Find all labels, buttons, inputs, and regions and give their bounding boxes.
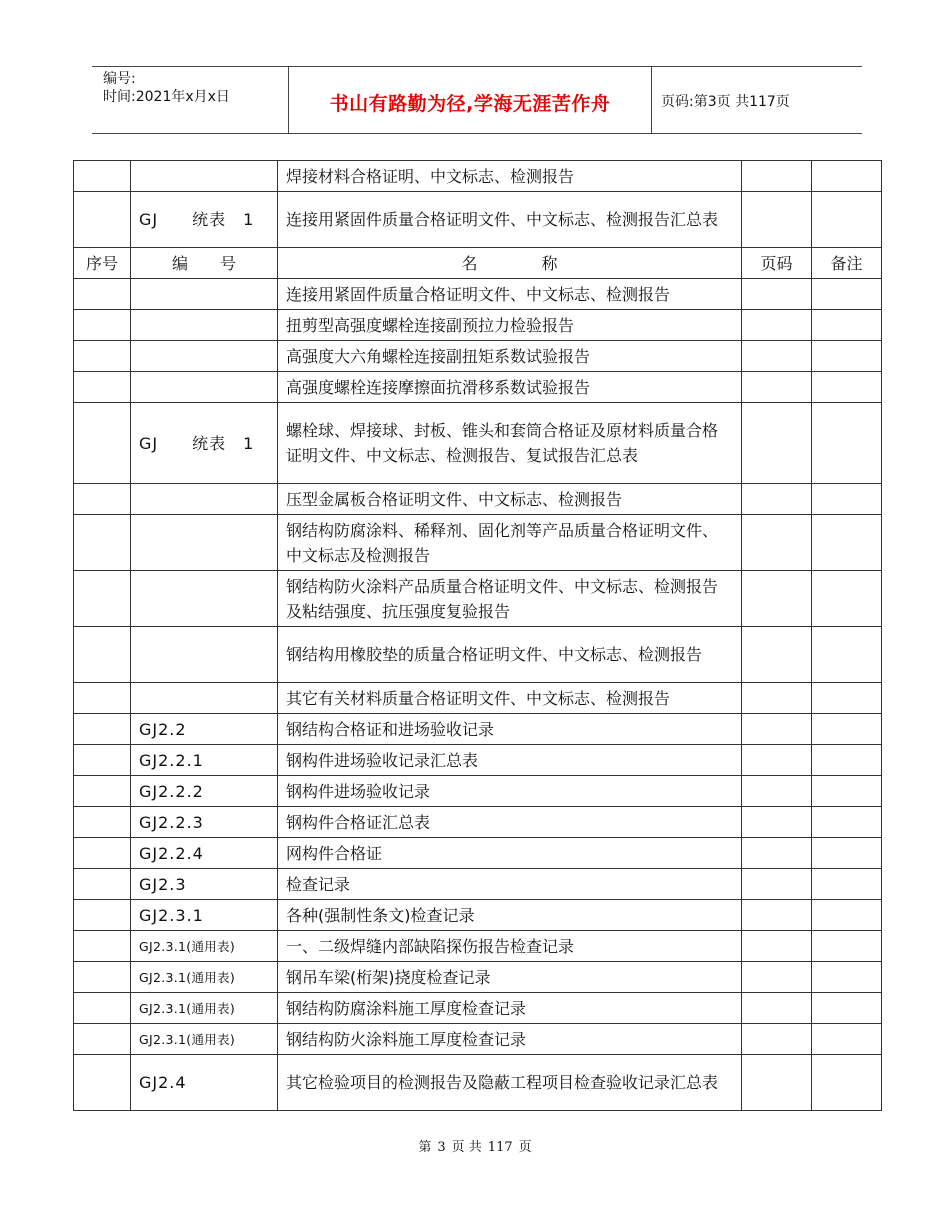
page-footer xyxy=(0,1136,950,1155)
cell-name: 钢构件进场验收记录 xyxy=(278,776,742,807)
cell-name: 连接用紧固件质量合格证明文件、中文标志、检测报告 xyxy=(278,279,742,310)
table-header-row xyxy=(74,248,882,279)
table-row xyxy=(74,515,882,571)
cell-page xyxy=(742,627,812,683)
cell-name: 网构件合格证 xyxy=(278,838,742,869)
table-row xyxy=(74,869,882,900)
header-meta xyxy=(92,67,288,133)
cell-page xyxy=(742,310,812,341)
table-row xyxy=(74,192,882,248)
cell-seq xyxy=(74,900,131,931)
document-table xyxy=(73,160,882,1111)
table-row xyxy=(74,627,882,683)
cell-page xyxy=(742,714,812,745)
cell-seq xyxy=(74,776,131,807)
footer-page: 3 xyxy=(437,1140,446,1155)
cell-code: GJ2.2.3 xyxy=(131,807,278,838)
cell-note xyxy=(812,745,882,776)
table-row xyxy=(74,1024,882,1055)
cell-seq xyxy=(74,1055,131,1111)
cell-note xyxy=(812,571,882,627)
cell-name: 高强度螺栓连接摩擦面抗滑移系数试验报告 xyxy=(278,372,742,403)
footer-total: 117 xyxy=(487,1140,513,1155)
cell-seq xyxy=(74,571,131,627)
cell-seq xyxy=(74,161,131,192)
cell-code xyxy=(131,341,278,372)
cell-page xyxy=(742,745,812,776)
table-row xyxy=(74,161,882,192)
cell-seq xyxy=(74,869,131,900)
cell-note xyxy=(812,279,882,310)
cell-seq xyxy=(74,515,131,571)
cell-code xyxy=(131,515,278,571)
header-note: 备注 xyxy=(812,248,882,279)
cell-seq xyxy=(74,403,131,484)
cell-note xyxy=(812,683,882,714)
cell-code xyxy=(131,372,278,403)
cell-note xyxy=(812,869,882,900)
cell-page xyxy=(742,900,812,931)
table-row xyxy=(74,372,882,403)
cell-page xyxy=(742,484,812,515)
cell-seq xyxy=(74,683,131,714)
cell-note xyxy=(812,192,882,248)
header-page-info: 页码:第3页 共117页 xyxy=(661,94,790,110)
cell-page xyxy=(742,807,812,838)
table-row xyxy=(74,807,882,838)
table-row xyxy=(74,714,882,745)
cell-page xyxy=(742,1024,812,1055)
table-row xyxy=(74,993,882,1024)
cell-name: 钢结构防火涂料施工厚度检查记录 xyxy=(278,1024,742,1055)
footer-suffix: 页 xyxy=(518,1140,532,1155)
cell-code: GJ2.4 xyxy=(131,1055,278,1111)
cell-note xyxy=(812,310,882,341)
cell-page xyxy=(742,515,812,571)
cell-note xyxy=(812,1024,882,1055)
table-row xyxy=(74,571,882,627)
cell-name: 检查记录 xyxy=(278,869,742,900)
cell-name: 钢结构合格证和进场验收记录 xyxy=(278,714,742,745)
cell-page xyxy=(742,161,812,192)
cell-name: 钢结构防腐涂料、稀释剂、固化剂等产品质量合格证明文件、中文标志及检测报告 xyxy=(278,515,742,571)
cell-note xyxy=(812,627,882,683)
cell-page xyxy=(742,962,812,993)
table-row xyxy=(74,931,882,962)
cell-note xyxy=(812,931,882,962)
table-row xyxy=(74,341,882,372)
cell-code: GJ2.3 xyxy=(131,869,278,900)
cell-page xyxy=(742,931,812,962)
header-seq: 序号 xyxy=(74,248,131,279)
cell-note xyxy=(812,900,882,931)
header-name: 名 称 xyxy=(278,248,742,279)
table-row xyxy=(74,310,882,341)
cell-seq xyxy=(74,714,131,745)
cell-note xyxy=(812,993,882,1024)
cell-seq xyxy=(74,192,131,248)
cell-code xyxy=(131,627,278,683)
table-row xyxy=(74,683,882,714)
cell-seq xyxy=(74,931,131,962)
cell-name: 螺栓球、焊接球、封板、锥头和套筒合格证及原材料质量合格证明文件、中文标志、检测报告、复试报告汇总表 xyxy=(278,403,742,484)
table-row xyxy=(74,962,882,993)
cell-note xyxy=(812,962,882,993)
cell-page xyxy=(742,1055,812,1111)
cell-code xyxy=(131,310,278,341)
cell-note xyxy=(812,714,882,745)
cell-page xyxy=(742,776,812,807)
cell-page xyxy=(742,341,812,372)
cell-code: GJ2.2 xyxy=(131,714,278,745)
cell-code: GJ2.2.2 xyxy=(131,776,278,807)
cell-seq xyxy=(74,807,131,838)
page-header xyxy=(92,66,862,134)
cell-name: 其它检验项目的检测报告及隐蔽工程项目检查验收记录汇总表 xyxy=(278,1055,742,1111)
cell-seq xyxy=(74,838,131,869)
cell-code: GJ2.2.1 xyxy=(131,745,278,776)
cell-note xyxy=(812,807,882,838)
cell-code: GJ2.3.1 xyxy=(131,900,278,931)
cell-note xyxy=(812,403,882,484)
cell-seq xyxy=(74,279,131,310)
cell-code: GJ2.3.1(通用表) xyxy=(131,993,278,1024)
cell-page xyxy=(742,571,812,627)
table-row xyxy=(74,776,882,807)
cell-name: 钢构件合格证汇总表 xyxy=(278,807,742,838)
header-page: 页码 xyxy=(742,248,812,279)
number-label: 编号: xyxy=(103,71,136,87)
cell-name: 其它有关材料质量合格证明文件、中文标志、检测报告 xyxy=(278,683,742,714)
cell-note xyxy=(812,341,882,372)
footer-mid: 页 共 xyxy=(451,1140,482,1155)
table-row xyxy=(74,745,882,776)
cell-name: 钢吊车梁(桁架)挠度检查记录 xyxy=(278,962,742,993)
header-motto-cell xyxy=(288,67,652,133)
cell-code xyxy=(131,279,278,310)
cell-seq xyxy=(74,993,131,1024)
cell-note xyxy=(812,1055,882,1111)
table-body xyxy=(74,161,882,1111)
cell-name: 钢结构用橡胶垫的质量合格证明文件、中文标志、检测报告 xyxy=(278,627,742,683)
cell-code: GJ2.3.1(通用表) xyxy=(131,1024,278,1055)
cell-page xyxy=(742,683,812,714)
cell-page xyxy=(742,192,812,248)
cell-seq xyxy=(74,310,131,341)
cell-page xyxy=(742,372,812,403)
cell-note xyxy=(812,515,882,571)
cell-seq xyxy=(74,962,131,993)
cell-name: 压型金属板合格证明文件、中文标志、检测报告 xyxy=(278,484,742,515)
cell-name: 各种(强制性条文)检查记录 xyxy=(278,900,742,931)
cell-note xyxy=(812,161,882,192)
cell-seq xyxy=(74,484,131,515)
time-label: 时间:2021年x月x日 xyxy=(103,89,230,105)
cell-name: 扭剪型高强度螺栓连接副预拉力检验报告 xyxy=(278,310,742,341)
cell-seq xyxy=(74,745,131,776)
cell-code: GJ2.3.1(通用表) xyxy=(131,931,278,962)
cell-name: 连接用紧固件质量合格证明文件、中文标志、检测报告汇总表 xyxy=(278,192,742,248)
table-row xyxy=(74,1055,882,1111)
cell-seq xyxy=(74,627,131,683)
header-code: 编 号 xyxy=(131,248,278,279)
footer-prefix: 第 xyxy=(418,1140,432,1155)
motto: 书山有路勤为径,学海无涯苦作舟 xyxy=(329,92,611,115)
table-row xyxy=(74,900,882,931)
cell-page xyxy=(742,403,812,484)
cell-name: 焊接材料合格证明、中文标志、检测报告 xyxy=(278,161,742,192)
cell-code xyxy=(131,484,278,515)
cell-code: GJ2.2.4 xyxy=(131,838,278,869)
cell-note xyxy=(812,484,882,515)
cell-seq xyxy=(74,341,131,372)
cell-code xyxy=(131,571,278,627)
header-page-cell xyxy=(651,67,862,133)
cell-code: GJ2.3.1(通用表) xyxy=(131,962,278,993)
table-row xyxy=(74,838,882,869)
cell-code xyxy=(131,683,278,714)
cell-page xyxy=(742,279,812,310)
cell-seq xyxy=(74,372,131,403)
cell-note xyxy=(812,776,882,807)
cell-name: 钢结构防火涂料产品质量合格证明文件、中文标志、检测报告及粘结强度、抗压强度复验报告 xyxy=(278,571,742,627)
cell-name: 钢构件进场验收记录汇总表 xyxy=(278,745,742,776)
table-row xyxy=(74,484,882,515)
cell-code: GJ 统表 1 xyxy=(131,403,278,484)
cell-name: 钢结构防腐涂料施工厚度检查记录 xyxy=(278,993,742,1024)
cell-note xyxy=(812,838,882,869)
table-row xyxy=(74,279,882,310)
cell-code xyxy=(131,161,278,192)
cell-seq xyxy=(74,1024,131,1055)
cell-note xyxy=(812,372,882,403)
cell-name: 一、二级焊缝内部缺陷探伤报告检查记录 xyxy=(278,931,742,962)
cell-code: GJ 统表 1 xyxy=(131,192,278,248)
cell-page xyxy=(742,869,812,900)
cell-page xyxy=(742,993,812,1024)
cell-name: 高强度大六角螺栓连接副扭矩系数试验报告 xyxy=(278,341,742,372)
table-row xyxy=(74,403,882,484)
cell-page xyxy=(742,838,812,869)
